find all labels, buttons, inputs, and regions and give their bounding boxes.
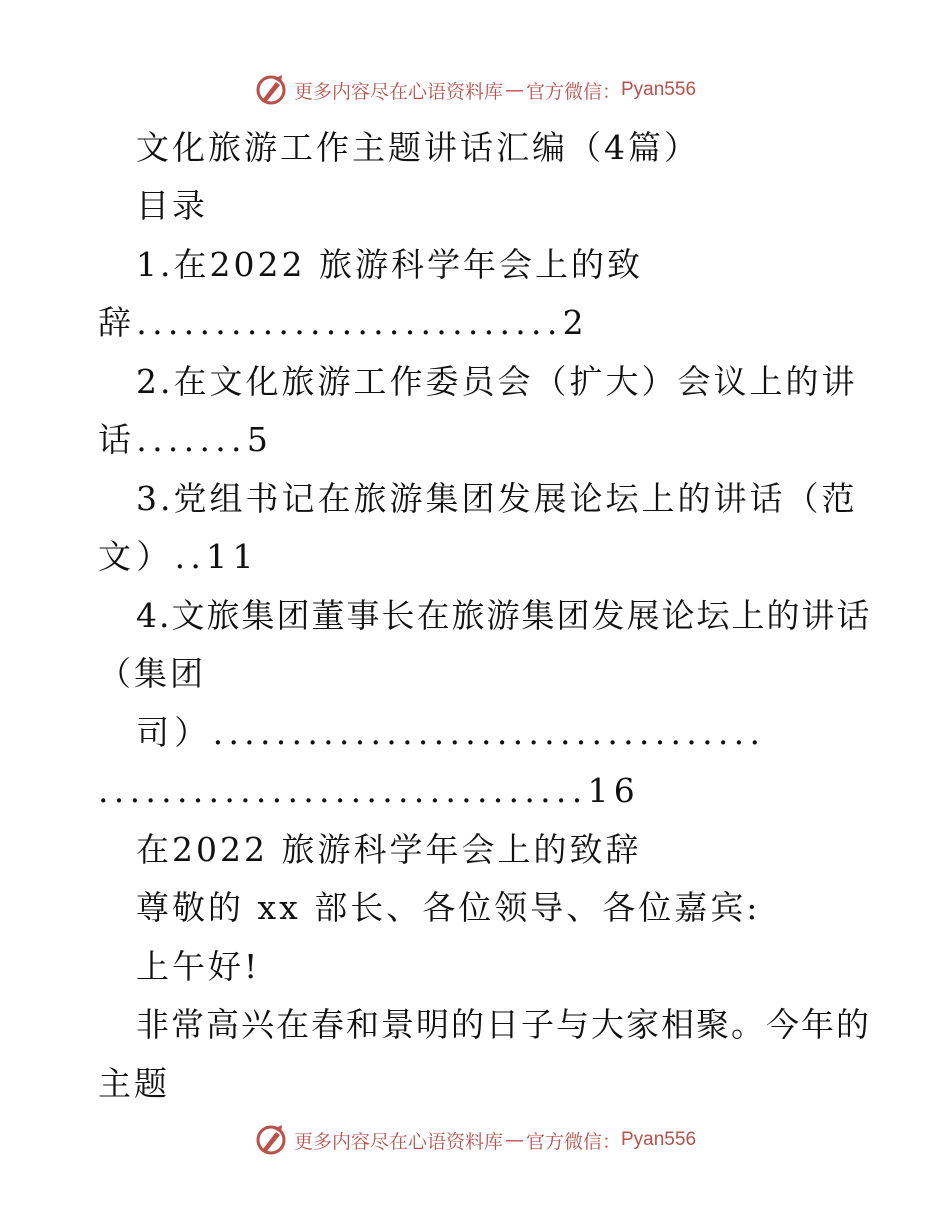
toc-entry-1-line-2[interactable]: 辞...........................2 [98,303,589,342]
footer-banner-contact-label: 官方微信： [525,1130,621,1153]
document-title: 文化旅游工作主题讲话汇编（4篇） [136,128,700,167]
header-banner-contact-label: 官方微信： [525,80,621,103]
toc-entry-1-line-1[interactable]: 1.在2022 旅游科学年会上的致 [136,245,643,284]
section-title: 在2022 旅游科学年会上的致辞 [136,830,642,869]
quill-logo-icon [254,1123,288,1157]
footer-banner-text: 更多内容尽在心语资料库 [293,1130,503,1153]
body-paragraph-line-1: 非常高兴在春和景明的日子与大家相聚。今年的 [136,1005,871,1044]
footer-banner-contact-id: Pyan556 [621,1129,697,1150]
footer-banner-separator: — [504,1129,524,1151]
toc-heading: 目录 [136,186,208,225]
toc-entry-4-line-3[interactable]: 司）................................... [136,713,766,752]
salutation: 尊敬的 xx 部长、各位领导、各位嘉宾: [136,888,761,927]
body-paragraph-line-2: 主题 [98,1064,170,1103]
quill-logo-icon [254,73,288,107]
header-banner-text: 更多内容尽在心语资料库 [293,80,503,103]
toc-entry-3-line-2[interactable]: 文）..11 [98,537,259,576]
greeting: 上午好! [136,947,261,986]
footer-watermark-banner [0,1120,950,1160]
toc-entry-4-line-4[interactable]: ...............................16 [98,771,641,810]
toc-entry-4-line-2[interactable]: （集团 [98,654,206,693]
header-banner-contact-id: Pyan556 [621,79,697,100]
header-banner-separator: — [504,79,524,101]
toc-entry-4-line-1[interactable]: 4.文旅集团董事长在旅游集团发展论坛上的讲话 [136,596,872,635]
toc-entry-2-line-1[interactable]: 2.在文化旅游工作委员会（扩大）会议上的讲 [136,362,858,401]
toc-entry-3-line-1[interactable]: 3.党组书记在旅游集团发展论坛上的讲话（范 [136,479,858,518]
header-watermark-banner [0,70,950,110]
toc-entry-2-line-2[interactable]: 话.......5 [98,420,274,459]
